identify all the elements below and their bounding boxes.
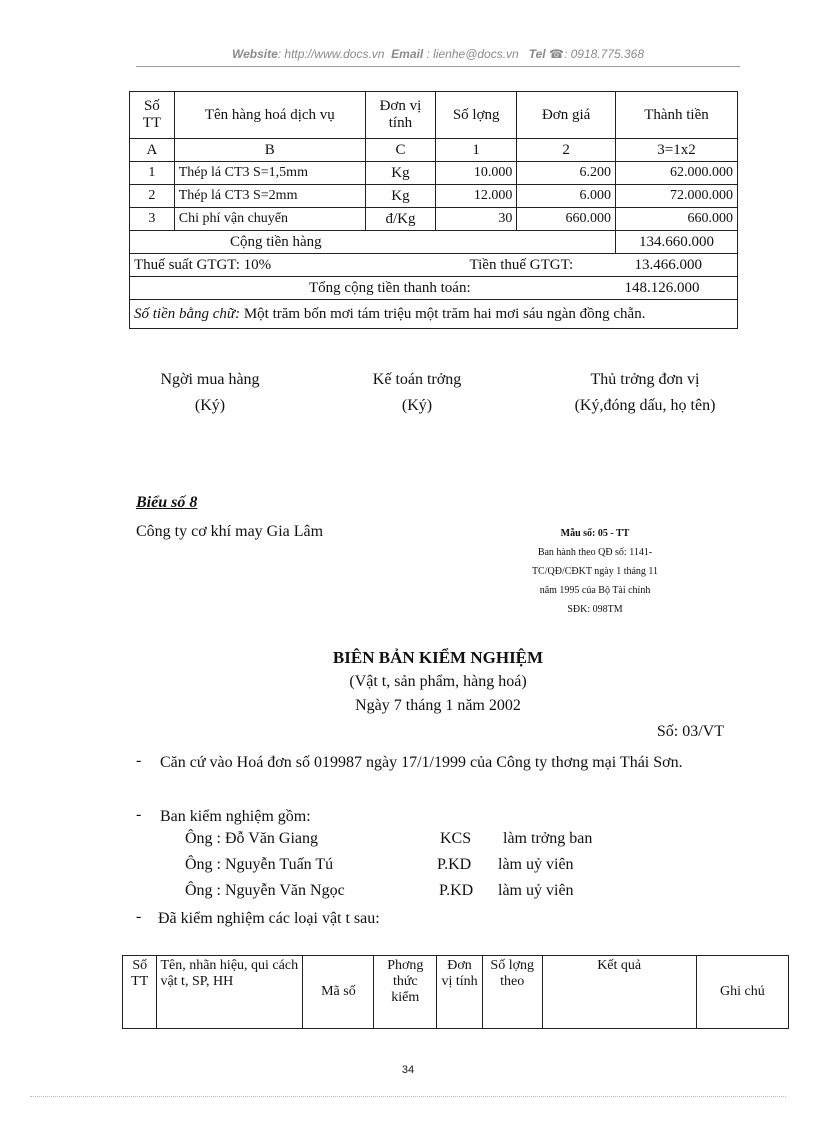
bullet-dash: - xyxy=(136,806,142,823)
code-cell: C xyxy=(365,139,435,162)
signature-accountant xyxy=(352,367,482,419)
amount-cell: 62.000.000 xyxy=(615,162,737,185)
qty-cell: 12.000 xyxy=(436,185,517,208)
total-row xyxy=(130,277,738,300)
header-cell: Số TT xyxy=(123,956,157,1029)
vat-amount-value: 13.466.000 xyxy=(634,256,702,273)
tel-label: Tel xyxy=(528,47,546,61)
price-cell: 660.000 xyxy=(517,208,616,231)
unit-cell: đ/Kg xyxy=(365,208,435,231)
document-subtitle: (Vật t, sản phẩm, hàng hoá) xyxy=(349,673,527,690)
code-cell: 2 xyxy=(517,139,616,162)
member-name: Ông : Đỗ Văn Giang xyxy=(185,830,319,847)
board-intro: Ban kiểm nghiệm gồm: xyxy=(160,808,311,825)
stt-cell: 3 xyxy=(130,208,175,231)
website-value: : http://www.docs.vn xyxy=(277,47,385,61)
vat-rate-label: Thuế suất GTGT: 10% xyxy=(134,256,272,273)
footer-divider xyxy=(30,1096,786,1097)
bullet-dash: - xyxy=(136,752,142,769)
tel-value: : 0918.775.368 xyxy=(563,47,645,61)
document-title: BIÊN BẢN KIỂM NGHIỆM xyxy=(332,648,544,667)
words-value: Một trăm bốn mơi tám triệu một trăm hai mơi sáu ngàn đồng chẵn. xyxy=(243,306,646,322)
member-dept: P.KD xyxy=(439,882,474,899)
form-template-line: SĐK: 098TM xyxy=(567,604,623,615)
website-label: Website xyxy=(231,47,278,61)
unit-cell: Kg xyxy=(365,185,435,208)
signature-role: Thủ trởng đơn vị xyxy=(590,371,700,388)
invoice-header-row xyxy=(130,92,738,139)
price-cell: 6.200 xyxy=(517,162,616,185)
email-value: : lienhe@docs.vn xyxy=(426,47,519,61)
signature-buyer xyxy=(145,367,275,419)
amount-cell: 660.000 xyxy=(615,208,737,231)
header-cell: Ghi chú xyxy=(696,956,788,1029)
header-cell: Số lợng theo xyxy=(482,956,542,1029)
member-name: Ông : Nguyễn Tuấn Tú xyxy=(185,856,334,873)
member-name: Ông : Nguyễn Văn Ngọc xyxy=(185,882,345,899)
signature-role: Kế toán trởng xyxy=(372,371,462,388)
header-cell: Thành tiền xyxy=(615,92,737,139)
invoice-table xyxy=(129,91,738,329)
invoice-code-row xyxy=(130,139,738,162)
header-cell: Tên, nhãn hiệu, qui cách vật t, SP, HH xyxy=(157,956,303,1029)
checked-intro: Đã kiểm nghiệm các loại vật t sau: xyxy=(158,910,380,927)
company-name: Công ty cơ khí may Gia Lâm xyxy=(136,523,324,540)
words-label: Số tiền bằng chữ: xyxy=(134,306,241,322)
header-cell: Đơn vị tính xyxy=(437,956,483,1029)
header-cell: Đơn vị tính xyxy=(365,92,435,139)
item-name-cell: Thép lá CT3 S=1,5mm xyxy=(174,162,365,185)
member-dept: KCS xyxy=(440,830,472,847)
page-header xyxy=(136,47,740,61)
form-template-box xyxy=(495,524,695,619)
header-cell: Số TT xyxy=(130,92,175,139)
header-cell: Mã số xyxy=(303,956,374,1029)
total-value: 148.126.000 xyxy=(624,279,700,296)
header-cell: Số lợng xyxy=(436,92,517,139)
phone-icon: ☎ xyxy=(549,47,564,61)
code-cell: A xyxy=(130,139,175,162)
signature-director xyxy=(550,367,740,419)
form-template-line: TC/QĐ/CĐKT ngày 1 tháng 11 xyxy=(531,566,659,577)
subtotal-row xyxy=(130,231,738,254)
header-divider xyxy=(136,66,740,67)
item-name-cell: Chi phí vận chuyển xyxy=(174,208,365,231)
email-label: Email xyxy=(391,47,424,61)
code-cell: 1 xyxy=(436,139,517,162)
basis-paragraph: Căn cứ vào Hoá đơn số 019987 ngày 17/1/1999 của Công ty thơng mại Thái Sơn. xyxy=(160,754,683,771)
subtotal-label: Cộng tiền hàng xyxy=(130,231,616,254)
signature-note: (Ký,đóng dấu, họ tên) xyxy=(574,397,716,414)
form-template-line: Ban hành theo QĐ số: 1141- xyxy=(537,547,653,558)
bullet-dash: - xyxy=(136,908,142,925)
total-label: Tổng cộng tiền thanh toán: xyxy=(309,279,471,296)
document-date: Ngày 7 tháng 1 năm 2002 xyxy=(355,697,521,714)
form-template-line: năm 1995 của Bộ Tài chính xyxy=(539,585,651,596)
page-number: 34 xyxy=(401,1064,415,1076)
code-cell: B xyxy=(174,139,365,162)
header-cell: Kết quả xyxy=(542,956,696,1029)
amount-in-words-cell xyxy=(130,300,738,329)
subtotal-value: 134.660.000 xyxy=(615,231,737,254)
total-cell xyxy=(130,277,738,300)
member-role: làm trởng ban xyxy=(503,830,593,847)
member-role: làm uỷ viên xyxy=(498,856,574,873)
price-cell: 6.000 xyxy=(517,185,616,208)
table-row xyxy=(130,162,738,185)
header-cell: Tên hàng hoá dịch vụ xyxy=(174,92,365,139)
header-cell: Đơn giá xyxy=(517,92,616,139)
amount-cell: 72.000.000 xyxy=(615,185,737,208)
vat-row xyxy=(130,254,738,277)
signature-role: Ngời mua hàng xyxy=(160,371,260,388)
header-cell: Phơng thức kiểm xyxy=(374,956,437,1029)
stt-cell: 1 xyxy=(130,162,175,185)
signature-note: (Ký) xyxy=(194,397,226,414)
amount-in-words-row xyxy=(130,300,738,329)
form-number: Biểu số 8 xyxy=(136,494,198,511)
signature-note: (Ký) xyxy=(401,397,433,414)
vat-amount-label: Tiền thuế GTGT: xyxy=(469,256,574,273)
qty-cell: 30 xyxy=(436,208,517,231)
qty-cell: 10.000 xyxy=(436,162,517,185)
item-name-cell: Thép lá CT3 S=2mm xyxy=(174,185,365,208)
vat-cell xyxy=(130,254,738,277)
form-template-number: Mẫu số: 05 - TT xyxy=(560,528,630,539)
stt-cell: 2 xyxy=(130,185,175,208)
inspection-header-row xyxy=(123,956,789,1029)
document-number: Số: 03/VT xyxy=(656,723,724,740)
unit-cell: Kg xyxy=(365,162,435,185)
inspection-table xyxy=(122,955,789,1029)
table-row xyxy=(130,208,738,231)
member-dept: P.KD xyxy=(437,856,472,873)
member-role: làm uỷ viên xyxy=(498,882,574,899)
code-cell: 3=1x2 xyxy=(615,139,737,162)
table-row xyxy=(130,185,738,208)
